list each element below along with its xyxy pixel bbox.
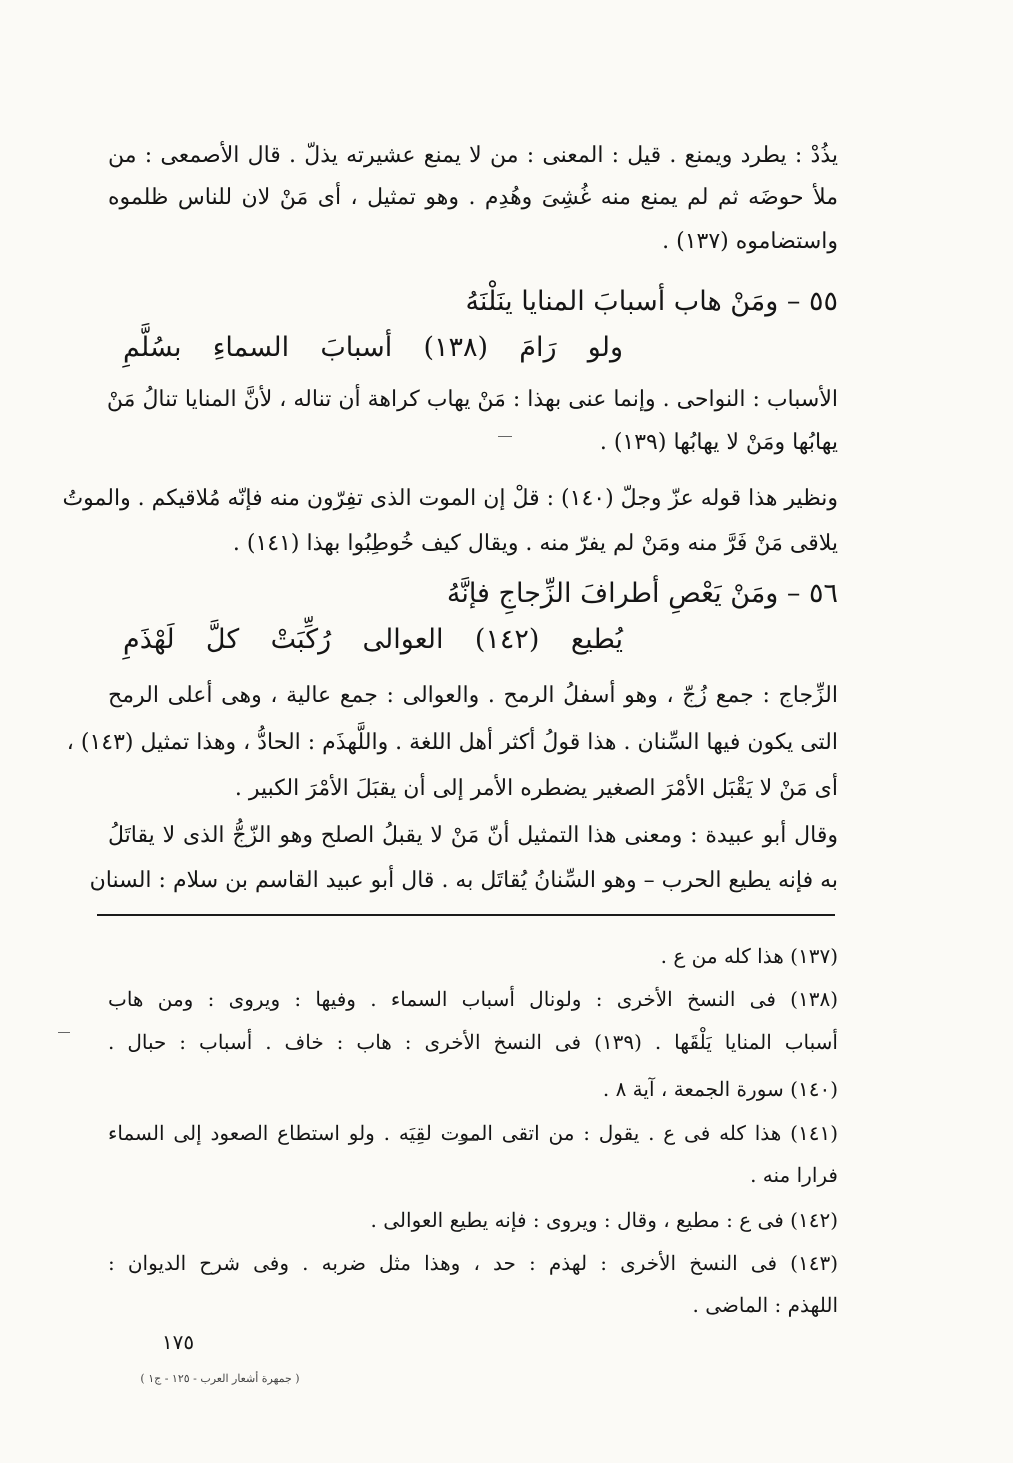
scan-mark	[498, 436, 512, 437]
text-line: واستضاموه (١٣٧) .	[662, 229, 838, 254]
text-line: الزِّجاج : جمع زُجّ ، وهو أسفلُ الرمح . والعوالى : جمع عالية ، وهى أعلى الرمح	[108, 683, 838, 708]
footnote-separator	[97, 914, 835, 916]
text-line: يهابُها ومَنْ لا يهابُها (١٣٩) .	[599, 430, 838, 455]
footnote-line: (١٤٢) فى ع : مطيع ، وقال : ويروى : فإنه يطيع العوالى .	[370, 1208, 838, 1232]
footnote-line: أسباب المنايا يَلْقَها . (١٣٩) فى النسخ الأخرى : هاب : خاف . أسباب : حبال .	[108, 1030, 838, 1054]
footnote-line: (١٤٠) سورة الجمعة ، آية ٨ .	[602, 1077, 838, 1101]
footnote-line: (١٣٧) هذا كله من ع .	[660, 944, 838, 968]
text-line: أى مَنْ لا يَقْبَل الأمْرَ الصغير يضطره الأمر إلى أن يقبَلَ الأمْرَ الكبير .	[234, 776, 838, 801]
text-line: يذُدْ : يطرد ويمنع . قيل : المعنى : من لا يمنع عشيرته يذلّ . قال الأصمعى : من	[108, 143, 838, 168]
footnote-line: فرارا منه .	[750, 1163, 838, 1187]
verse-56-first-hemistich: ٥٦ – ومَنْ يَعْصِ أطرافَ الزِّجاجِ فإنَّهُ	[446, 578, 838, 609]
verse-55-second-hemistich: ولو رَامَ (١٣٨) أسبابَ السماءِ بسُلَّمِ	[123, 332, 624, 363]
footnote-line: (١٤١) هذا كله فى ع . يقول : من اتقى الموت لقِيَه . ولو استطاع الصعود إلى السماء	[108, 1121, 838, 1145]
text-line: وقال أبو عبيدة : ومعنى هذا التمثيل أنّ مَنْ لا يقبلُ الصلح وهو الزّجُّ الذى لا يقاتَلُ	[108, 823, 838, 848]
footnote-line: اللهذم : الماضى .	[692, 1293, 838, 1317]
page-number: ١٧٥	[161, 1330, 195, 1354]
text-line: يلاقى مَنْ فَرَّ منه ومَنْ لم يفرّ منه . ويقال كيف خُوطِبُوا بهذا (١٤١) .	[232, 531, 838, 556]
text-line: ملأ حوضَه ثم لم يمنع منه غُشِىَ وهُدِم . وهو تمثيل ، أى مَنْ لان للناس ظلموه	[108, 185, 838, 210]
verse-56-second-hemistich: يُطيع (١٤٢) العوالى رُكِّبَتْ كلَّ لَهْذَمِ	[123, 624, 623, 655]
verse-55-first-hemistich: ٥٥ – ومَنْ هاب أسبابَ المنايا ينَلْنَهُ	[465, 286, 838, 317]
text-line: التى يكون فيها السِّنان . هذا قولُ أكثر أهل اللغة . واللَّهذَم : الحادُّ ، وهذا تمثيل (١٤٣) ،	[66, 730, 838, 755]
footnote-line: (١٣٨) فى النسخ الأخرى : ولونال أسباب السماء . وفيها : ويروى : ومن هاب	[108, 987, 838, 1011]
scan-mark	[458, 1140, 478, 1141]
imprint-signature: ( جمهرة أشعار العرب - ١٢٥ - ج١ )	[140, 1372, 300, 1385]
footnote-line: (١٤٣) فى النسخ الأخرى : لهذم : حد ، وهذا مثل ضربه . وفى شرح الديوان :	[108, 1251, 838, 1275]
text-line: ونظير هذا قوله عزّ وجلّ (١٤٠) : قلْ إن الموت الذى تفِرّون منه فإنّه مُلاقيكم . والموتُ	[62, 486, 838, 511]
scan-mark	[58, 1032, 70, 1033]
text-line: الأسباب : النواحى . وإنما عنى بهذا : مَنْ يهاب كراهة أن تناله ، لأنَّ المنايا تنالُ مَنْ	[106, 387, 838, 412]
text-line: به فإنه يطيع الحرب – وهو السِّنانُ يُقاتَل به . قال أبو عبيد القاسم بن سلام : السنان	[89, 868, 838, 893]
